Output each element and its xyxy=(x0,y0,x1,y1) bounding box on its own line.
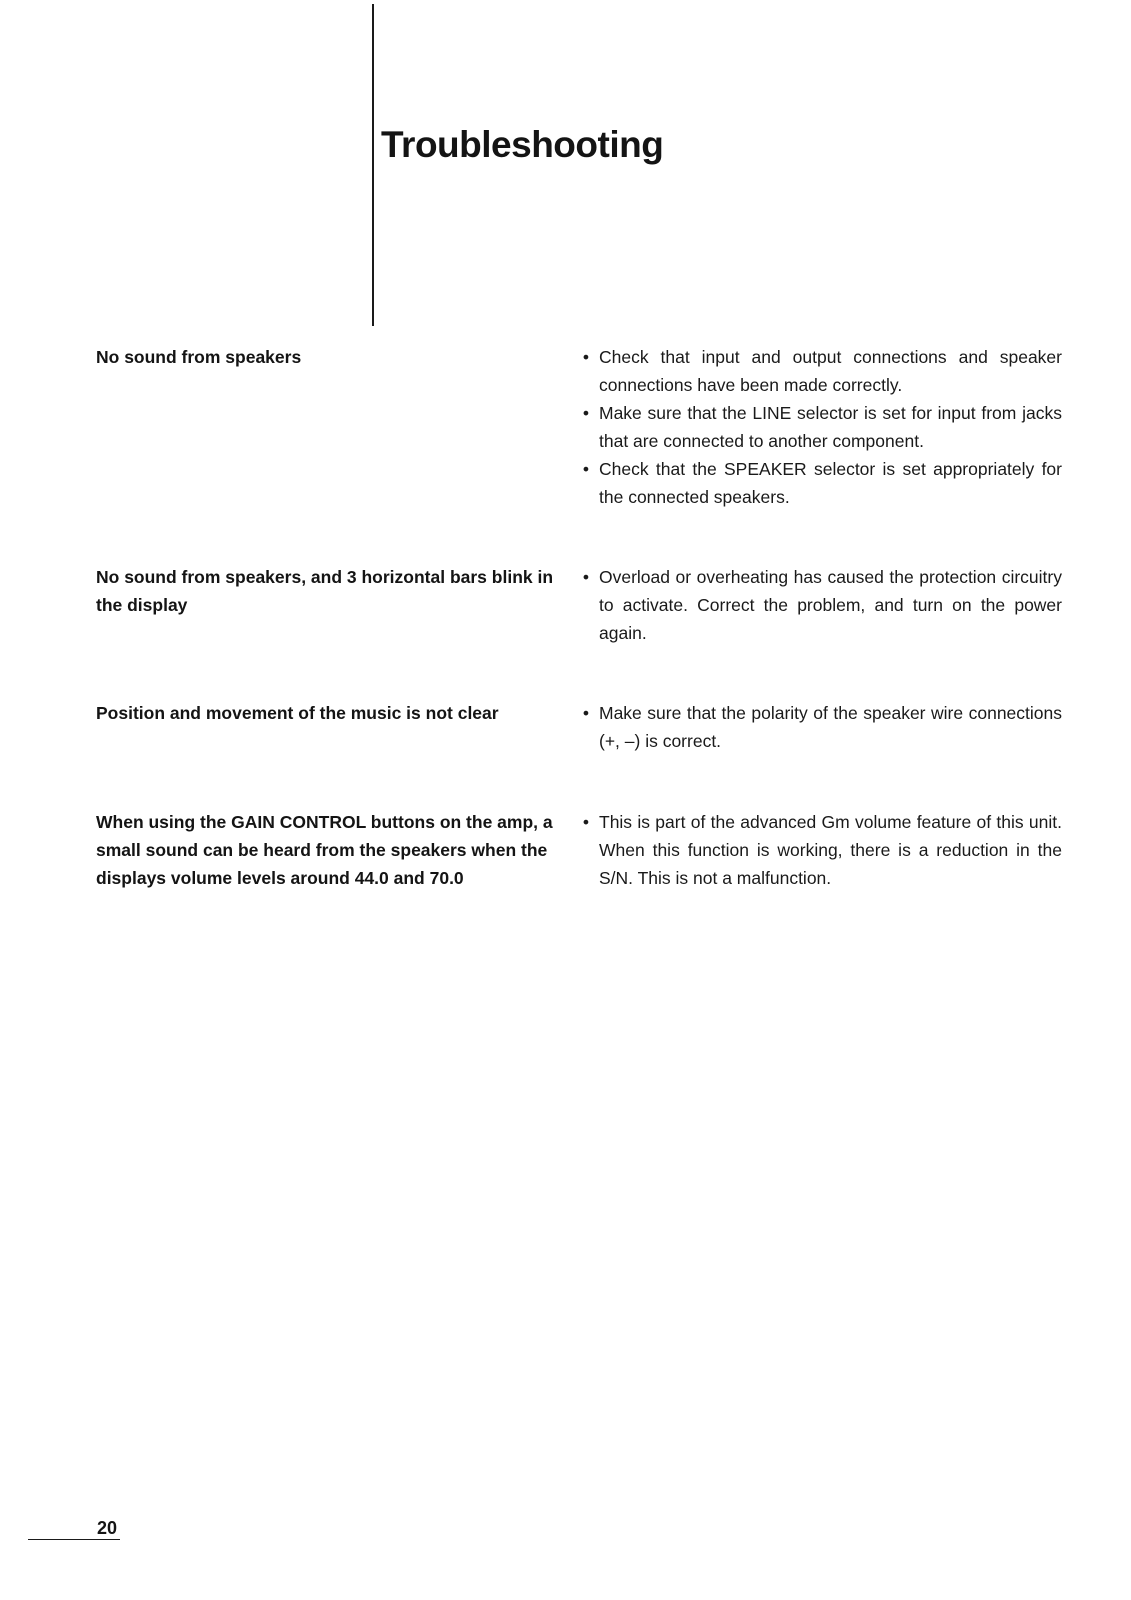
page-number: 20 xyxy=(97,1518,118,1538)
remedy-item xyxy=(579,455,1062,511)
bullet-icon: • xyxy=(582,403,590,423)
remedy-text: Overload or overheating has caused the protection circuitry to activate. Correct the problem, and turn on the power again. xyxy=(599,567,1062,643)
symptom-text: Position and movement of the music is not clear xyxy=(96,703,499,723)
bullet-icon: • xyxy=(582,459,590,479)
remedy-list xyxy=(579,343,1062,511)
remedy-item xyxy=(579,343,1062,399)
remedy-item xyxy=(579,563,1062,647)
bullet-icon: • xyxy=(582,703,590,723)
remedy-list xyxy=(579,808,1062,892)
remedy-item xyxy=(579,699,1062,755)
remedy-list xyxy=(579,563,1062,647)
remedy-item xyxy=(579,808,1062,892)
remedy-text: Check that the SPEAKER selector is set appropriately for the connected speakers. xyxy=(599,459,1062,507)
symptom-text: When using the GAIN CONTROL buttons on the amp, a small sound can be heard from the speakers when the displays volume levels around 44.0 and 70.0 xyxy=(96,812,553,888)
remedy-text: Make sure that the polarity of the speaker wire connections (+, –) is correct. xyxy=(599,703,1062,751)
page-number-rule xyxy=(28,1539,120,1540)
remedy-text: This is part of the advanced Gm volume feature of this unit. When this function is working, there is a reduction in the S/N. This is not a malfunction. xyxy=(599,812,1062,888)
page-title: Troubleshooting xyxy=(381,124,664,165)
remedy-text: Check that input and output connections and speaker connections have been made correctly. xyxy=(599,347,1062,395)
bullet-icon: • xyxy=(582,347,590,367)
remedy-item xyxy=(579,399,1062,455)
title-divider-line xyxy=(372,4,374,326)
remedy-list xyxy=(579,699,1062,755)
remedy-text: Make sure that the LINE selector is set for input from jacks that are connected to another component. xyxy=(599,403,1062,451)
symptom-text: No sound from speakers, and 3 horizontal bars blink in the display xyxy=(96,567,554,615)
bullet-icon: • xyxy=(582,567,590,587)
symptom-text: No sound from speakers xyxy=(96,347,302,367)
bullet-icon: • xyxy=(582,812,590,832)
